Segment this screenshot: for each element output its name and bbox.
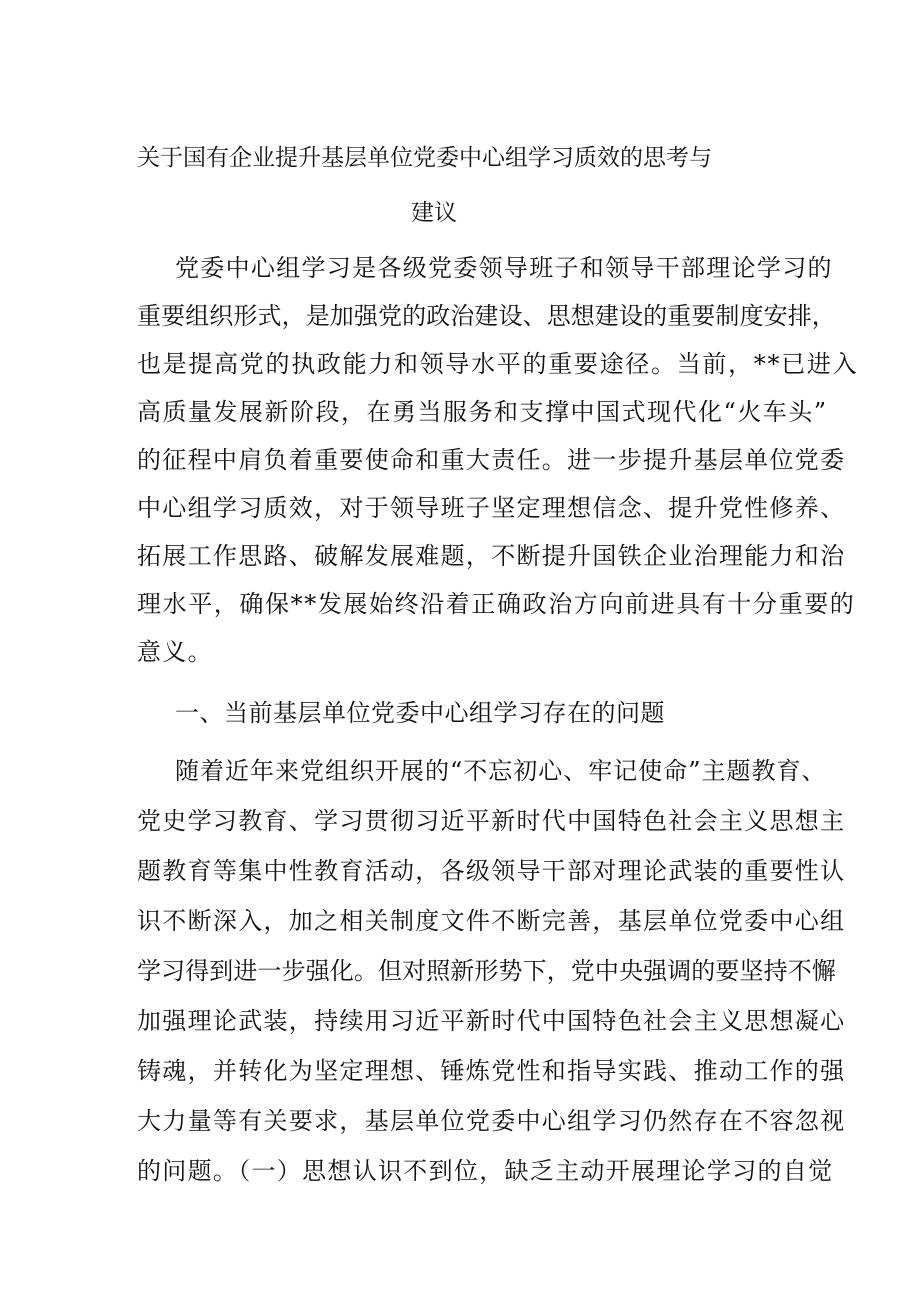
intro-line-8: 理水平，确保**发展始终沿着正确政治方向前进具有十分重要的 xyxy=(137,590,856,618)
body-line-9: 的问题。（一）思想认识不到位，缺乏主动开展理论学习的自觉 xyxy=(137,1157,834,1185)
intro-line-1: 党委中心组学习是各级党委领导班子和领导干部理论学习的 xyxy=(175,254,833,282)
intro-line-7: 拓展工作思路、破解发展难题，不断提升国铁企业治理能力和治 xyxy=(137,542,846,570)
body-line-7: 铸魂，并转化为坚定理想、锤炼党性和指导实践、推动工作的强 xyxy=(137,1057,846,1085)
intro-line-9: 意义。 xyxy=(137,638,213,666)
section-heading: 一、当前基层单位党委中心组学习存在的问题 xyxy=(175,699,665,727)
document-title-line-2: 建议 xyxy=(411,200,457,226)
intro-line-4: 高质量发展新阶段，在勇当服务和支撑中国式现代化“火车头” xyxy=(137,398,828,426)
body-line-8: 大力量等有关要求，基层单位党委中心组学习仍然存在不容忽视 xyxy=(137,1107,846,1135)
intro-line-6: 中心组学习质效，对于领导班子坚定理想信念、提升党性修养、 xyxy=(137,494,846,522)
intro-line-5: 的征程中肩负着重要使命和重大责任。进一步提升基层单位党委 xyxy=(137,446,846,474)
body-line-1: 随着近年来党组织开展的“不忘初心、牢记使命”主题教育、 xyxy=(175,757,827,785)
body-line-5: 学习得到进一步强化。但对照新形势下，党中央强调的要坚持不懈 xyxy=(137,957,836,985)
body-line-3: 题教育等集中性教育活动，各级领导干部对理论武装的重要性认 xyxy=(137,857,846,885)
body-line-2: 党史学习教育、学习贯彻习近平新时代中国特色社会主义思想主 xyxy=(137,807,846,835)
body-line-6: 加强理论武装，持续用习近平新时代中国特色社会主义思想凝心 xyxy=(137,1007,846,1035)
intro-line-2: 重要组织形式，是加强党的政治建设、思想建设的重要制度安排， xyxy=(137,302,836,330)
body-line-4: 识不断深入，加之相关制度文件不断完善，基层单位党委中心组 xyxy=(137,907,846,935)
intro-line-3: 也是提高党的执政能力和领导水平的重要途径。当前，**已进入 xyxy=(137,350,859,378)
document-title-line-1: 关于国有企业提升基层单位党委中心组学习质效的思考与 xyxy=(137,145,712,171)
